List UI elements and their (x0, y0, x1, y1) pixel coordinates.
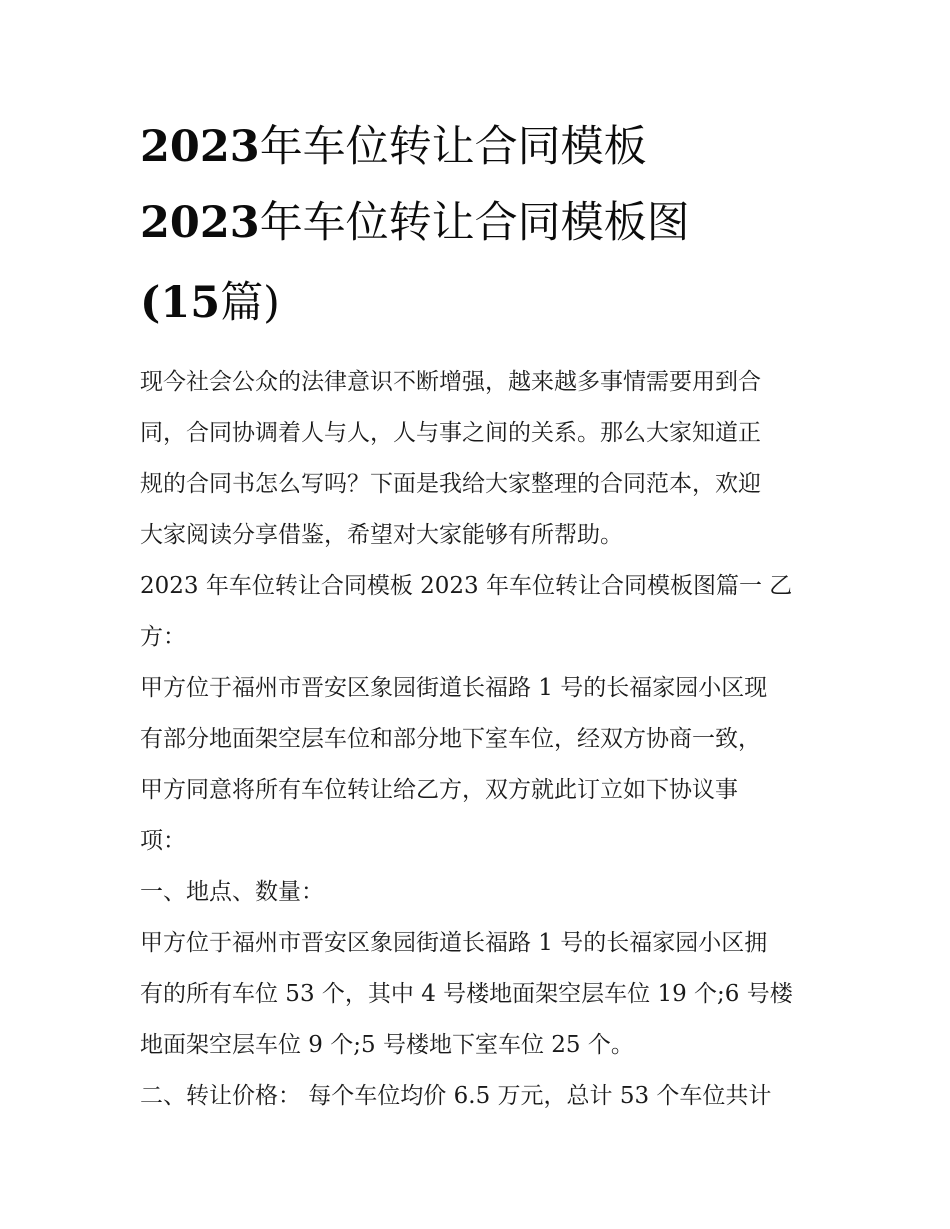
title-text: 篇) (220, 278, 280, 328)
body-line: 甲方位于福州市晋安区象园街道长福路 1 号的长福家园小区现 (140, 675, 768, 701)
body-line: 甲方位于福州市晋安区象园街道长福路 1 号的长福家园小区拥 (140, 930, 768, 956)
body-line: 方： (140, 624, 186, 650)
body-line: 2023 年车位转让合同模板 2023 年车位转让合同模板图篇一 乙 (140, 573, 793, 599)
body-line: 现今社会公众的法律意识不断增强，越来越多事情需要用到合 (140, 369, 761, 395)
body-line: 规的合同书怎么写吗？下面是我给大家整理的合同范本，欢迎 (140, 471, 761, 497)
body-line: 大家阅读分享借鉴，希望对大家能够有所帮助。 (140, 522, 623, 548)
clause-heading-location (140, 867, 820, 918)
body-line: 二、转让价格： 每个车位均价 6.5 万元，总计 53 个车位共计 (140, 1083, 772, 1109)
body-line: 有部分地面架空层车位和部分地下室车位，经双方协商一致， (140, 726, 761, 752)
title-text: 年车位转让合同模板图 (259, 198, 690, 248)
title-count: (15 (140, 278, 221, 328)
document-body (140, 357, 820, 1122)
title-text: 年车位转让合同模板 (259, 122, 647, 172)
document-title-line-3 (140, 278, 280, 330)
location-paragraph (140, 918, 820, 1071)
title-year: 2023 (140, 198, 260, 248)
intro-paragraph (140, 357, 820, 561)
document-title-line-2 (140, 198, 690, 250)
document-title-line-1 (140, 122, 647, 174)
section-heading-paragraph (140, 561, 820, 663)
body-line: 地面架空层车位 9 个;5 号楼地下室车位 25 个。 (140, 1032, 634, 1058)
title-year: 2023 (140, 122, 260, 172)
agreement-paragraph (140, 663, 820, 867)
body-line: 一、地点、数量： (140, 879, 324, 905)
body-line: 有的所有车位 53 个，其中 4 号楼地面架空层车位 19 个;6 号楼 (140, 981, 793, 1007)
body-line: 项： (140, 828, 186, 854)
body-line: 同，合同协调着人与人，人与事之间的关系。那么大家知道正 (140, 420, 761, 446)
price-paragraph (140, 1071, 820, 1122)
body-line: 甲方同意将所有车位转让给乙方，双方就此订立如下协议事 (140, 777, 738, 803)
